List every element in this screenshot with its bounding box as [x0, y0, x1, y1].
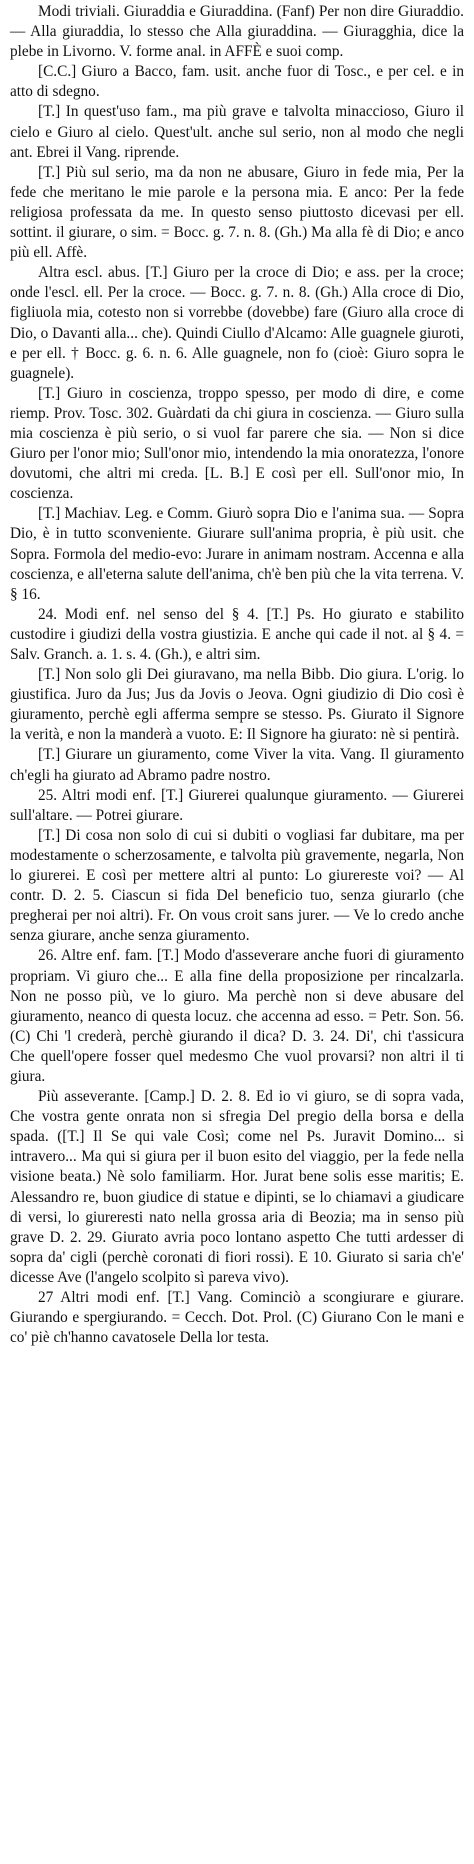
paragraph-non-lo-giurerei: [T.] Di cosa non solo di cui si dubiti o vogliasi far dubitare, ma per modestamente o scherzosamente, e talvolta più gravemente, negarla, Non lo giurerei. E così per mettere altri al punto: Lo giurereste voi? — Al contr. D. 2. 5. Ciascun si fida Del beneficio tuo, senza giurarlo (che pregherai per noi altri). Fr. On vous croit sans jurer. — Ve lo credo anche senza giurare, anche senza giuramento.: [10, 826, 464, 945]
paragraph-giuro-in-coscienza: [T.] Giuro in coscienza, troppo spesso, per modo di dire, e come riemp. Prov. Tosc. 302. Guàrdati da chi giura in coscienza. — Giuro sulla mia coscienza è più serio, o si vuol far parere che sia. — Non si dice Giuro per l'onor mio; Sull'onor mio, intendendo la mia onoratezza, l'onore dovutomi, che altri mi creda. [L. B.] E così per ell. Sull'onor mio, In coscienza.: [10, 384, 464, 503]
paragraph-altra-escl-abus: Altra escl. abus. [T.] Giuro per la croce di Dio; e ass. per la croce; onde l'escl. ell. Per la croce. — Bocc. g. 7. n. 8. (Gh.) Alla croce di Dio, figliuola mia, cotesto non si vorrebbe (dovebbe) fare (Giuro alla croce di Dio, o Davanti alla... che). Quindi Ciullo d'Alcamo: Alle guagnele giuroti, e per ell. † Bocc. g. 6. n. 6. Alle guagnele, non fo (cioè: Giuro sopra le guagnele).: [10, 264, 464, 382]
paragraph-giurare-un-giuramento: [T.] Giurare un giuramento, come Viver la vita. Vang. Il giuramento ch'egli ha giurato ad Abramo padre nostro.: [10, 746, 464, 784]
paragraph-section-27: 27 Altri modi enf. [T.] Vang. Cominciò a scongiurare e giurare. Giurando e spergiurando. = Cecch. Dot. Prol. (C) Giurano Con le mani e co' piè ch'hanno cavatosele Della lor testa.: [10, 1289, 464, 1347]
paragraph-dei-giuravano: [T.] Non solo gli Dei giuravano, ma nella Bibb. Dio giura. L'orig. lo giustifica. Juro da Jus; Jus da Jovis o Jeova. Ogni giudizio di Dio così è giuramento, perchè egli afferma sempre se stesso. Ps. Giurato il Signore la verità, e non la manderà a vuoto. E: Il Signore ha giurato: nè si pentirà.: [10, 666, 464, 744]
paragraph-giuro-il-cielo: [T.] In quest'uso fam., ma più grave e talvolta minaccioso, Giuro il cielo e Giuro al cielo. Quest'ult. anche sul serio, non al modo che negli ant. Ebrei il Vang. riprende.: [10, 103, 464, 161]
paragraph-modi-triviali: Modi triviali. Giuraddia e Giuraddina. (Fanf) Per non dire Giuraddio. — Alla giuraddia, lo stesso che Alla giuraddina. — Giuragghia, dice la plebe in Livorno. V. forme anal. in AFFÈ e suoi comp.: [10, 3, 464, 61]
paragraph-machiav: [T.] Machiav. Leg. e Comm. Giurò sopra Dio e l'anima sua. — Sopra Dio, è in tutto sconveniente. Giurare sull'anima propria, è più usit. che Sopra. Formola del medio-evo: Jurare in animam nostram. Accenna e alla coscienza, e all'eterna salute dell'anima, ch'è ben più che la vita terrena. V. § 16.: [10, 505, 464, 603]
paragraph-giuro-a-bacco: [C.C.] Giuro a Bacco, fam. usit. anche fuor di Tosc., e per cel. e in atto di sdegno.: [10, 63, 464, 101]
paragraph-giuro-in-fede-mia: [T.] Più sul serio, ma da non ne abusare, Giuro in fede mia, Per la fede che meritano le mie parole e la persona mia. E anco: Per la fede religiosa professata da me. In questo senso piuttosto dicevasi per ell. sottint. il giurare, o sim. = Bocc. g. 7. n. 8. (Gh.) Ma alla fè di Dio; e anco più ell. Affè.: [10, 163, 464, 262]
paragraph-section-24: 24. Modi enf. nel senso del § 4. [T.] Ps. Ho giurato e stabilito custodire i giudizi della vostra giustizia. E anche qui cade il not. al § 4. = Salv. Granch. a. 1. s. 4. (Gh.), e altri sim.: [10, 605, 464, 663]
paragraph-section-25: 25. Altri modi enf. [T.] Giurerei qualunque giuramento. — Giurerei sull'altare. — Potrei giurare.: [10, 786, 464, 824]
paragraph-section-26: 26. Altre enf. fam. [T.] Modo d'asseverare anche fuori di giuramento propriam. Vi giuro che... E alla fine della proposizione per rincalzarla. Non ne posso più, ve lo giuro. Ma perchè non si deve abusare del giuramento, neanco di questa locuz. che accenna ad esso. = Petr. Son. 56. (C) Chi 'l crederà, perchè giurando il dica? D. 3. 24. Di', chi t'assicura Che quell'opere fosser quel medesmo Che vuol provarsi? non altri il ti giura.: [10, 947, 464, 1085]
paragraph-piu-asseverante: Più asseverante. [Camp.] D. 2. 8. Ed io vi giuro, se di sopra vada, Che vostra gente onrata non si sfregia Del pregio della borsa e della spada. ([T.] Il Se qui vale Così; come nel Ps. Juravit Domino... si intravero... Ma qui si giura per il buon esito del viaggio, per la fede nella visione beata.) Nè solo familiarm. Hor. Jurat bene solis esse maritis; E. Alessandro re, buon giudice di statue e dipinti, se lo chiamavi a giudicare di versi, lo giureresti nato nella grossa aria di Beozia; ma in senso più grave D. 2. 29. Giurato avria poco lontano aspetto Che tutti ardesser di sopra da' cigli (perchè coronati di fiori rossi). E 10. Giurato si saria ch'e' dicesse Ave (l'angelo scolpito sì pareva vivo).: [10, 1088, 464, 1286]
